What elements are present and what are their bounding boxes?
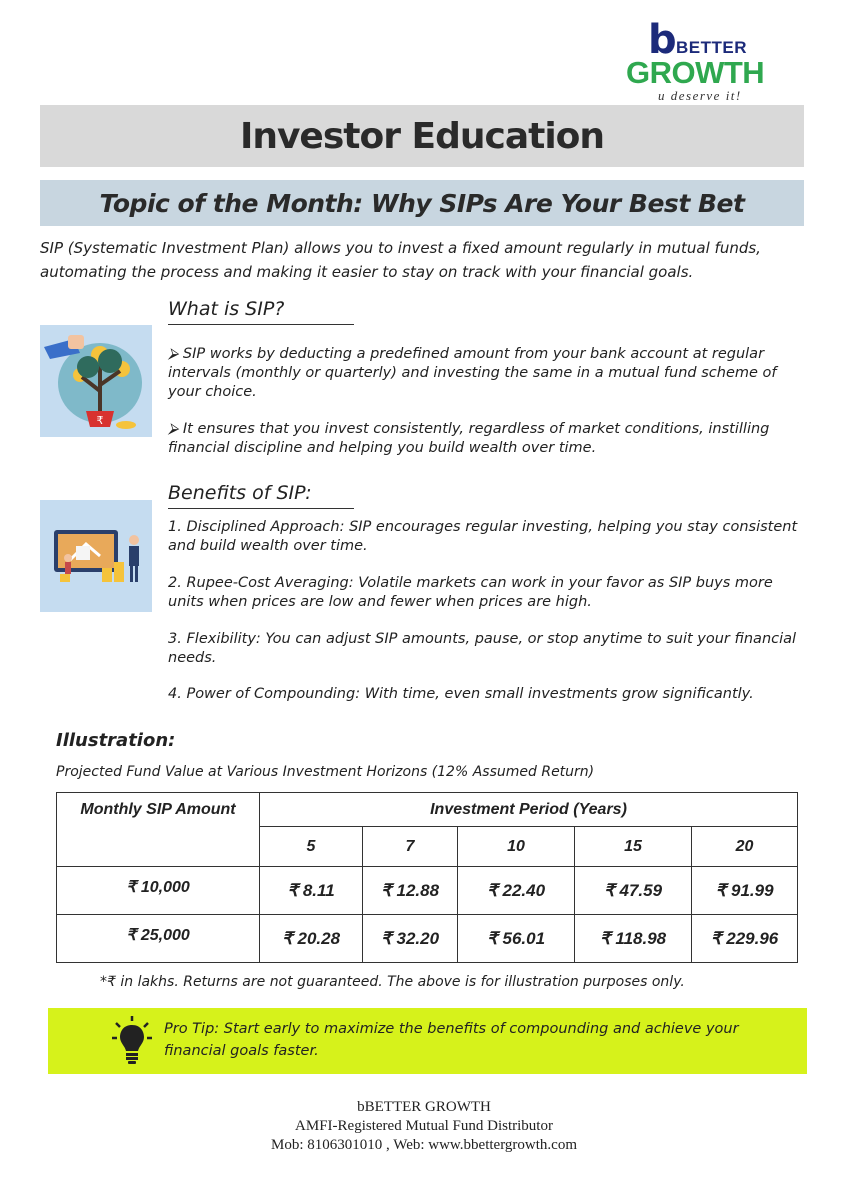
col-header-investment-period: Investment Period (Years) (260, 793, 798, 827)
intro-text: SIP (Systematic Investment Plan) allows you to invest a fixed amount regularly in mutual funds, automating the process and making it easier to stay on track with your financial goals. (40, 239, 761, 281)
page-title: Investor Education (239, 115, 605, 157)
topic-band (40, 180, 804, 226)
col-header-sip-amount: Monthly SIP Amount (57, 793, 260, 867)
table-row (57, 915, 798, 963)
svg-text:₹: ₹ (96, 414, 104, 427)
double-chevron-icon: ⮚ (168, 346, 183, 362)
pro-tip-text: Pro Tip: Start early to maximize the benefits of compounding and achieve your financial goals faster. (164, 1021, 739, 1059)
pro-tip-box (48, 1008, 807, 1074)
illustration-heading: Illustration: (56, 730, 176, 751)
benefit-item-3: 3. Flexibility: You can adjust SIP amounts, pause, or stop anytime to suit your financial needs. (168, 631, 797, 666)
logo-better: BETTER (676, 38, 747, 57)
year-header: 15 (575, 827, 692, 867)
value-cell: ₹ 8.11 (260, 867, 363, 915)
sip-amount-cell: ₹ 25,000 (57, 915, 260, 963)
year-header: 5 (260, 827, 363, 867)
value-cell: ₹ 12.88 (363, 867, 458, 915)
what-point-1: ⮚ SIP works by deducting a predefined amount from your bank account at regular intervals (monthly or quarterly) and investing the same in a mutual fund scheme of your choice. (168, 346, 777, 400)
investing-illustration (40, 500, 152, 612)
benefit-item-1: 1. Disciplined Approach: SIP encourages regular investing, helping you stay consistent and build wealth over time. (168, 519, 798, 554)
what-point-2: ⮚ It ensures that you invest consistently, regardless of market conditions, instilling financial discipline and helping you build wealth over time. (168, 421, 770, 456)
year-header: 7 (363, 827, 458, 867)
value-cell: ₹ 32.20 (363, 915, 458, 963)
value-cell: ₹ 22.40 (458, 867, 575, 915)
what-heading: What is SIP? (168, 298, 354, 325)
value-cell: ₹ 91.99 (692, 867, 798, 915)
investment-screen-icon (40, 500, 152, 612)
table-row (57, 867, 798, 915)
year-header: 20 (692, 827, 798, 867)
money-tree-illustration (40, 325, 152, 437)
logo-b: b (648, 17, 677, 63)
value-cell: ₹ 20.28 (260, 915, 363, 963)
sip-amount-cell: ₹ 10,000 (57, 867, 260, 915)
footer-registration: AMFI-Registered Mutual Fund Distributor (295, 1118, 553, 1134)
footer-company: bBETTER GROWTH (357, 1099, 491, 1115)
money-tree-icon (40, 325, 152, 437)
topic-title: Topic of the Month: Why SIPs Are Your Best Bet (99, 188, 745, 218)
value-cell: ₹ 56.01 (458, 915, 575, 963)
value-cell: ₹ 229.96 (692, 915, 798, 963)
lightbulb-icon (112, 1016, 152, 1066)
value-cell: ₹ 118.98 (575, 915, 692, 963)
table-caption: Projected Fund Value at Various Investment Horizons (12% Assumed Return) (56, 764, 595, 780)
brand-logo (626, 17, 776, 103)
value-cell: ₹ 47.59 (575, 867, 692, 915)
table-footnote: *₹ in lakhs. Returns are not guaranteed. The above is for illustration purposes only. (100, 974, 685, 990)
benefit-item-4: 4. Power of Compounding: With time, even small investments grow significantly. (168, 686, 754, 702)
benefit-item-2: 2. Rupee-Cost Averaging: Volatile markets can work in your favor as SIP buys more units when prices are low and fewer when prices are high. (168, 575, 773, 610)
benefits-heading: Benefits of SIP: (168, 482, 354, 509)
title-band (40, 105, 804, 167)
sip-projection-table (56, 792, 798, 963)
double-chevron-icon: ⮚ (168, 421, 183, 437)
logo-tagline: u deserve it! (658, 88, 742, 103)
logo-growth: GROWTH (626, 55, 765, 90)
footer (0, 1098, 848, 1155)
year-header: 10 (458, 827, 575, 867)
footer-contact: Mob: 8106301010 , Web: www.bbettergrowth.com (271, 1137, 577, 1153)
